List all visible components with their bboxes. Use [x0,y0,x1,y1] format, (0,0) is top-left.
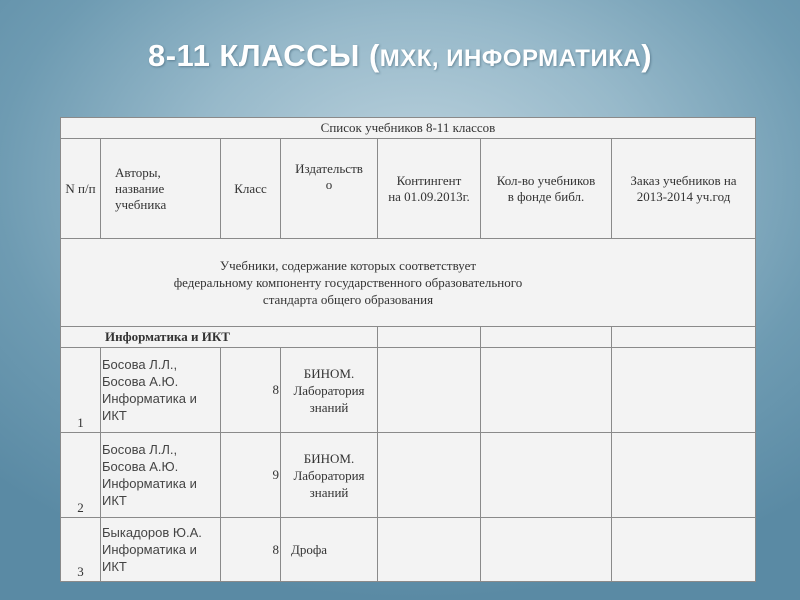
row-num: 3 [61,518,101,582]
subject-row [61,327,756,348]
row-library-count [481,348,612,433]
title-main: 8-11 КЛАССЫ ( [147,38,380,73]
row-num: 1 [61,348,101,433]
row-publisher: Дрофа [281,518,378,582]
row-library-count [481,433,612,518]
row-contingent [378,518,481,582]
row-class: 9 [221,433,281,518]
section-cell [61,239,756,327]
row-num: 2 [61,433,101,518]
row-contingent [378,433,481,518]
row-order [612,433,756,518]
header-publisher: Издательств о [281,139,378,239]
row-library-count [481,518,612,582]
table-row [61,433,756,518]
row-class: 8 [221,348,281,433]
row-class: 8 [221,518,281,582]
row-order [612,348,756,433]
header-contingent: Контингент на 01.09.2013г. [378,139,481,239]
list-title-row [61,118,756,139]
row-publisher: БИНОМ. Лаборатория знаний [281,433,378,518]
subject-empty-cell [378,327,481,348]
row-authors: Босова Л.Л., Босова А.Ю. Информатика и ИКТ [101,433,221,518]
header-class: Класс [221,139,281,239]
row-authors: Босова Л.Л., Босова А.Ю. Информатика и ИКТ [101,348,221,433]
header-num: N п/п [61,139,101,239]
subject-empty-cell [612,327,756,348]
row-contingent [378,348,481,433]
list-title: Список учебников 8-11 классов [61,118,756,139]
row-publisher: БИНОМ. Лаборатория знаний [281,348,378,433]
title-subjects: МХК, ИНФОРМАТИКА [379,45,642,72]
header-row [61,139,756,239]
title-close: ) [641,38,653,73]
section-row [61,239,756,327]
subject-label: Информатика и ИКТ [61,327,378,348]
table-row [61,518,756,582]
table-row [61,348,756,433]
slide-title [0,38,800,74]
header-library-count: Кол-во учебников в фонде библ. [481,139,612,239]
textbook-table [60,117,755,582]
subject-empty-cell [481,327,612,348]
header-authors: Авторы, название учебника [101,139,221,239]
row-authors: Быкадоров Ю.А. Информатика и ИКТ [101,518,221,582]
header-order: Заказ учебников на 2013-2014 уч.год [612,139,756,239]
row-order [612,518,756,582]
section-text: Учебники, содержание которых соответствует федеральному компоненту государственного образовательного стандарта общего образования [173,258,523,307]
